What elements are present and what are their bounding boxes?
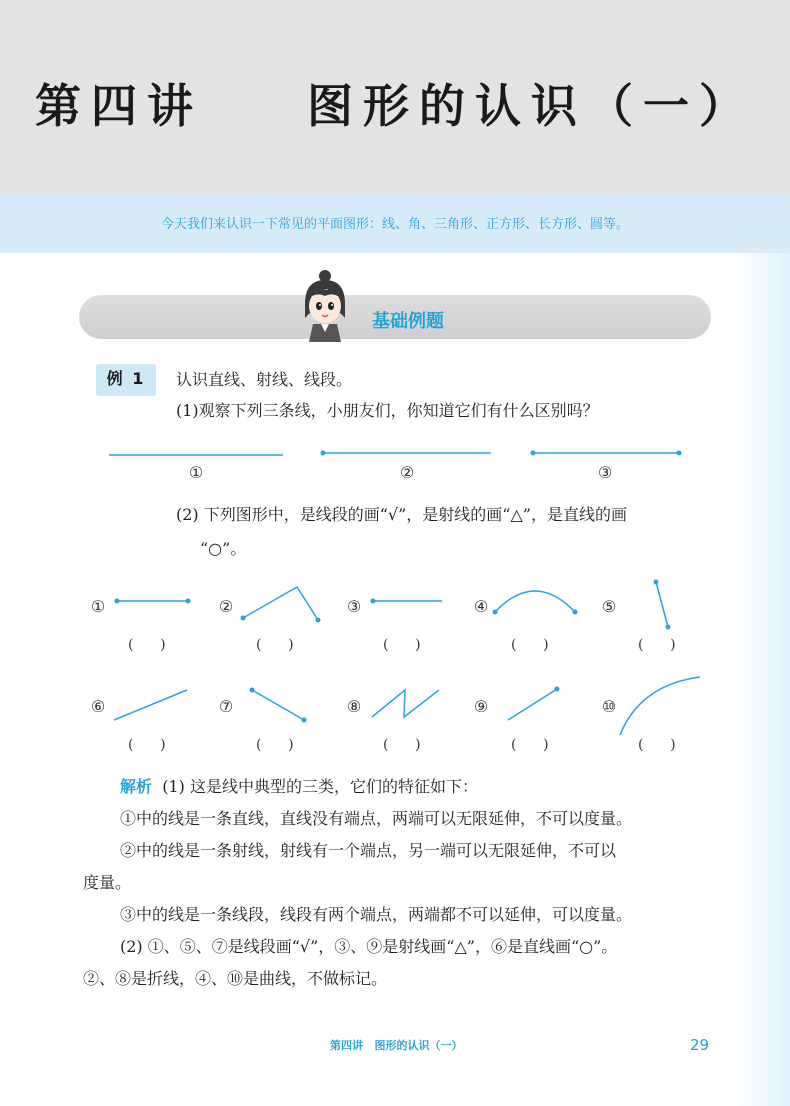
analysis-p3b: 度量。 bbox=[83, 873, 132, 892]
page-title: 第四讲 图形的认识（一） bbox=[34, 79, 756, 133]
section-title: 基础例题 bbox=[372, 311, 444, 332]
analysis-p1: (1) 这是线中典型的三类，它们的特征如下： bbox=[162, 777, 478, 796]
answer-blank[interactable]: ( ) bbox=[256, 637, 294, 653]
answer-blank[interactable]: ( ) bbox=[128, 637, 166, 653]
footer-chapter: 第四讲 图形的认识（一） bbox=[330, 1039, 463, 1052]
figure-3-ray bbox=[371, 599, 443, 604]
analysis-p5a: (2) ①、⑤、⑦是线段画“√”，③、⑨是射线画“△”，⑥是直线画“○”。 bbox=[120, 937, 618, 956]
figure-label-2: ② bbox=[218, 597, 234, 616]
figure-1-segment bbox=[115, 599, 191, 604]
intro-text: 今天我们来认识一下常见的平面图形：线、角、三角形、正方形、长方形、圆等。 bbox=[160, 217, 629, 232]
line-label-1: ① bbox=[188, 463, 204, 482]
answer-blank[interactable]: ( ) bbox=[256, 737, 294, 753]
example-part2-line2: “○”。 bbox=[200, 539, 247, 558]
answer-blank[interactable]: ( ) bbox=[638, 637, 676, 653]
line-label-2: ② bbox=[399, 463, 415, 482]
figure-4-arc bbox=[493, 591, 578, 615]
analysis-p5b: ②、⑧是折线，④、⑩是曲线，不做标记。 bbox=[83, 969, 388, 988]
figure-10-curve bbox=[620, 677, 700, 735]
figure-label-5: ⑤ bbox=[601, 597, 617, 616]
figure-2-polyline bbox=[241, 587, 321, 623]
example-part2-line1: (2) 下列图形中，是线段的画“√”，是射线的画“△”，是直线的画 bbox=[176, 505, 627, 524]
figure-label-10: ⑩ bbox=[601, 697, 617, 716]
analysis-line-1 bbox=[120, 776, 478, 798]
answer-blank[interactable]: ( ) bbox=[128, 737, 166, 753]
answer-blank[interactable]: ( ) bbox=[383, 737, 421, 753]
figure-9-ray bbox=[508, 687, 560, 721]
example-badge: 例 1 bbox=[96, 364, 156, 396]
figure-7-segment bbox=[250, 688, 307, 723]
answer-blank[interactable]: ( ) bbox=[511, 737, 549, 753]
figure-label-9: ⑨ bbox=[473, 697, 489, 716]
line-label-3: ③ bbox=[597, 463, 613, 482]
analysis-label: 解析 bbox=[120, 777, 153, 796]
figure-5-segment bbox=[654, 580, 671, 630]
figure-label-6: ⑥ bbox=[90, 697, 106, 716]
answer-blank[interactable]: ( ) bbox=[383, 637, 421, 653]
example-prompt: 认识直线、射线、线段。 bbox=[176, 370, 353, 389]
figure-8-zigzag bbox=[372, 690, 439, 717]
figure-label-4: ④ bbox=[473, 597, 489, 616]
answer-blank[interactable]: ( ) bbox=[638, 737, 676, 753]
example-part1: (1)观察下列三条线，小朋友们，你知道它们有什么区别吗？ bbox=[176, 401, 599, 420]
analysis-p2: ①中的线是一条直线，直线没有端点，两端可以无限延伸，不可以度量。 bbox=[120, 809, 633, 828]
figure-label-7: ⑦ bbox=[218, 697, 234, 716]
figure-label-3: ③ bbox=[346, 597, 362, 616]
figure-label-1: ① bbox=[90, 597, 106, 616]
analysis-p4: ③中的线是一条线段，线段有两个端点，两端都不可以延伸，可以度量。 bbox=[120, 905, 633, 924]
page-number: 29 bbox=[690, 1036, 710, 1054]
answer-blank[interactable]: ( ) bbox=[511, 637, 549, 653]
figure-6-line bbox=[114, 690, 187, 720]
analysis-p3a: ②中的线是一条射线，射线有一个端点，另一端可以无限延伸，不可以 bbox=[120, 841, 617, 860]
figure-label-8: ⑧ bbox=[346, 697, 362, 716]
